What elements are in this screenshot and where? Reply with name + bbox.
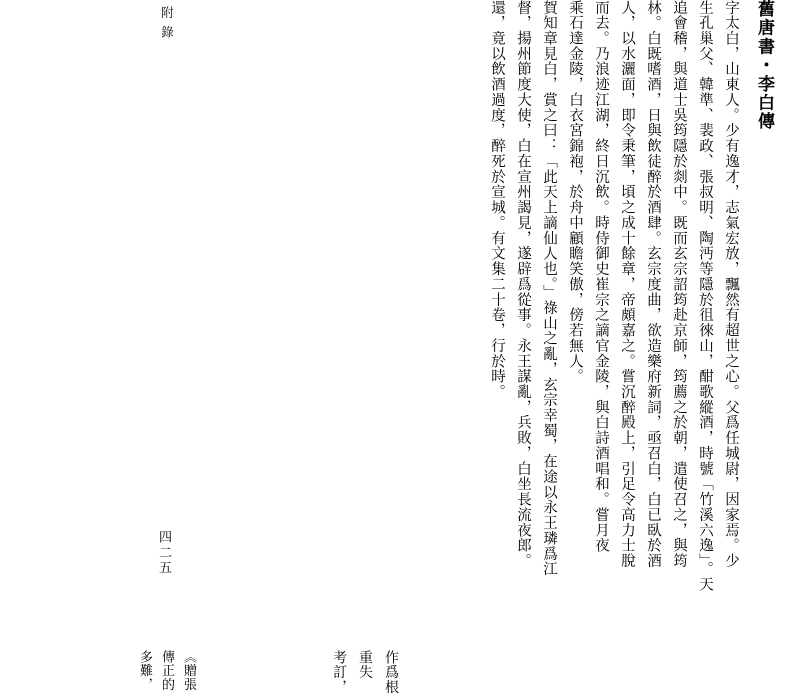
bottom-text-fragment: 作爲根 bbox=[383, 650, 399, 695]
text-column: 還，竟以飲酒過度，醉死於宣城。有文集二十卷，行於時。 bbox=[489, 0, 505, 400]
text-column: 追會稽，與道士吳筠隱於剡中。既而玄宗詔筠赴京師，筠薦之於朝，遣使召之，與筠 bbox=[671, 0, 687, 569]
bottom-text-fragment: 多難， bbox=[137, 650, 152, 692]
text-column: 賀知章見白，賞之曰：「此天上謫仙人也。」祿山之亂，玄宗幸蜀，在途以永王璘爲江 bbox=[541, 0, 557, 577]
bottom-text-fragment: 傳正的 bbox=[159, 650, 174, 692]
page-number: 四二五 bbox=[156, 530, 171, 577]
bottom-text-fragment: 重失 bbox=[357, 650, 373, 680]
page-title: 舊唐書・李白傳 bbox=[754, 0, 774, 131]
text-column: 督，揚州節度大使，白在宣州謁見，遂辟爲從事。永王謀亂，兵敗，白坐長流夜郎。 bbox=[515, 0, 531, 569]
bottom-text-fragment: 《贈張 bbox=[181, 650, 196, 692]
text-column: 生孔巢父、韓準、裴政、張叔明、陶沔等隱於徂徠山，酣歌縱酒，時號「竹溪六逸」。天 bbox=[697, 0, 713, 593]
bottom-text-fragment: 考訂， bbox=[331, 650, 347, 695]
text-column: 人，以水灑面，即令秉筆，頃之成十餘章，帝頗嘉之。嘗沉醉殿上，引足令高力士脫 bbox=[619, 0, 635, 569]
text-column: 而去。乃浪迹江湖，終日沉飲。時侍御史崔宗之謫官金陵，與白詩酒唱和。嘗月夜 bbox=[593, 0, 609, 554]
text-column: 字太白，山東人。少有逸才，志氣宏放，飄然有超世之心。父爲任城尉，因家焉。少 bbox=[723, 0, 739, 569]
text-column: 林。白既嗜酒，日與飲徒醉於酒肆。玄宗度曲，欲造樂府新詞，亟召白，白已臥於酒 bbox=[645, 0, 661, 569]
text-column: 乘石達金陵，白衣宮錦袍，於舟中顧瞻笑傲，傍若無人。 bbox=[567, 0, 583, 385]
appendix-label: 附錄 bbox=[159, 6, 175, 45]
